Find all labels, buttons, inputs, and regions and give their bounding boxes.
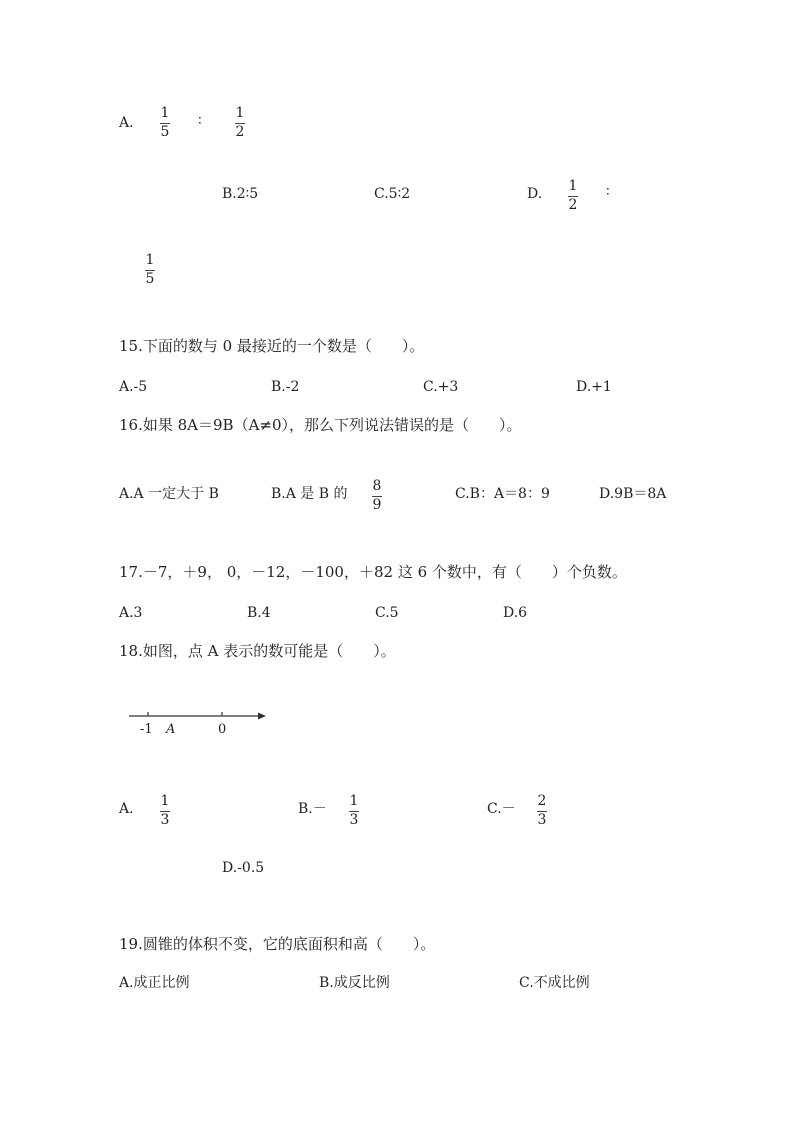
q19-option-b: B.成反比例 bbox=[319, 975, 390, 991]
q14-option-d-fraction-2: 1 5 bbox=[145, 252, 155, 287]
q17-option-a: A.3 bbox=[119, 605, 143, 621]
q17-option-b: B.4 bbox=[247, 605, 271, 621]
q18-option-b-fraction: 1 3 bbox=[349, 793, 359, 828]
q14-option-d-colon: ∶ bbox=[606, 184, 610, 200]
q19-stem: 19.圆锥的体积不变，它的底面积和高（ ）。 bbox=[119, 935, 436, 953]
number-line-figure bbox=[120, 704, 280, 738]
q16-option-c: C.B：A＝8：9 bbox=[455, 486, 550, 502]
q14-option-a-fraction-2: 1 2 bbox=[235, 105, 245, 140]
q15-option-c: C.+3 bbox=[423, 379, 459, 395]
q19-option-a: A.成正比例 bbox=[119, 975, 190, 991]
q15-option-b: B.-2 bbox=[271, 379, 300, 395]
q16-stem: 16.如果 8A＝9B（A≠0），那么下列说法错误的是（ ）。 bbox=[119, 416, 522, 434]
q14-option-d-fraction-1: 1 2 bbox=[568, 178, 578, 213]
q15-stem: 15.下面的数与 0 最接近的一个数是（ ）。 bbox=[119, 337, 425, 355]
q16-option-d: D.9B＝8A bbox=[599, 486, 667, 502]
label-zero: 0 bbox=[218, 722, 227, 737]
q15-option-a: A.-5 bbox=[119, 379, 148, 395]
q18-option-c-label: C.－ bbox=[487, 801, 516, 817]
q16-option-b-prefix: B.A 是 B 的 bbox=[271, 486, 348, 502]
q18-option-b-label: B.－ bbox=[298, 801, 327, 817]
q19-option-c: C.不成比例 bbox=[519, 975, 590, 991]
q14-option-c: C.5∶2 bbox=[374, 186, 411, 202]
q14-option-a-fraction-1: 1 5 bbox=[160, 105, 170, 140]
q17-option-d: D.6 bbox=[503, 605, 528, 621]
label-point-a: A bbox=[166, 722, 176, 737]
q17-option-c: C.5 bbox=[375, 605, 399, 621]
q16-option-a: A.A 一定大于 B bbox=[119, 486, 219, 502]
q15-option-d: D.+1 bbox=[576, 379, 612, 395]
q18-option-d: D.-0.5 bbox=[222, 860, 265, 876]
q18-option-c-fraction: 2 3 bbox=[537, 793, 547, 828]
q16-option-b-fraction: 8 9 bbox=[372, 478, 382, 513]
q14-option-a-colon: ∶ bbox=[198, 113, 202, 129]
q14-option-b: B.2∶5 bbox=[222, 186, 259, 202]
label-minus-1: -1 bbox=[140, 722, 153, 737]
q14-option-d-label: D. bbox=[527, 186, 543, 202]
q18-option-a-label: A. bbox=[119, 801, 134, 817]
q14-option-a-label: A. bbox=[119, 115, 134, 131]
q18-option-a-fraction: 1 3 bbox=[160, 793, 170, 828]
q17-stem: 17.－7，＋9， 0，－12，－100，＋82 这 6 个数中，有（ ）个负数。 bbox=[119, 563, 627, 581]
number-line-arrow bbox=[258, 713, 266, 720]
q18-stem: 18.如图，点 A 表示的数可能是（ ）。 bbox=[119, 642, 396, 660]
